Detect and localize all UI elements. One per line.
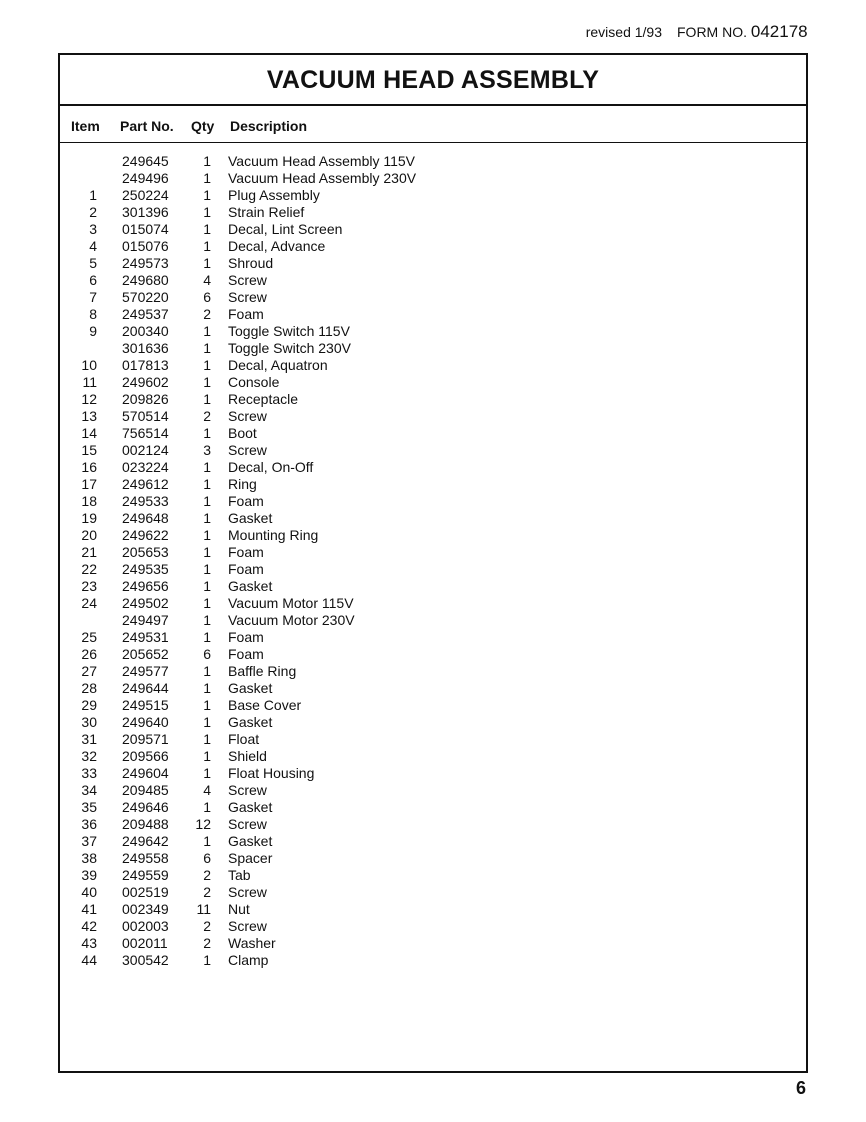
column-header-part-no: Part No. — [120, 118, 174, 134]
table-row — [60, 340, 806, 357]
row-quantity: 2 — [203, 884, 211, 900]
table-row — [60, 629, 806, 646]
table-row — [60, 782, 806, 799]
row-part-number: 249533 — [122, 493, 169, 509]
row-item-number: 32 — [81, 748, 97, 764]
row-description: Decal, Advance — [228, 238, 326, 254]
row-description: Base Cover — [228, 697, 302, 713]
row-item-number: 5 — [89, 255, 97, 271]
row-part-number: 249535 — [122, 561, 169, 577]
row-part-number: 002349 — [122, 901, 169, 917]
row-item-number: 33 — [81, 765, 97, 781]
row-description: Foam — [228, 493, 264, 509]
row-part-number: 249656 — [122, 578, 169, 594]
table-row — [60, 459, 806, 476]
row-quantity: 1 — [203, 833, 211, 849]
row-quantity: 1 — [203, 425, 211, 441]
row-part-number: 015076 — [122, 238, 169, 254]
row-description: Screw — [228, 289, 267, 305]
row-quantity: 6 — [203, 850, 211, 866]
row-description: Float Housing — [228, 765, 315, 781]
row-quantity: 1 — [203, 595, 211, 611]
row-description: Decal, Lint Screen — [228, 221, 343, 237]
row-part-number: 017813 — [122, 357, 169, 373]
row-item-number: 26 — [81, 646, 97, 662]
row-description: Screw — [228, 272, 267, 288]
table-row — [60, 527, 806, 544]
table-row — [60, 697, 806, 714]
table-row — [60, 221, 806, 238]
row-description: Clamp — [228, 952, 269, 968]
page-number: 6 — [796, 1078, 807, 1098]
row-part-number: 249497 — [122, 612, 169, 628]
row-description: Gasket — [228, 799, 273, 815]
row-part-number: 249573 — [122, 255, 169, 271]
form-number — [677, 22, 808, 42]
table-row — [60, 391, 806, 408]
table-row — [60, 952, 806, 969]
row-item-number: 6 — [89, 272, 97, 288]
row-description: Gasket — [228, 680, 273, 696]
row-description: Spacer — [228, 850, 273, 866]
row-item-number: 41 — [81, 901, 97, 917]
table-row — [60, 901, 806, 918]
table-row — [60, 493, 806, 510]
row-part-number: 249531 — [122, 629, 169, 645]
row-item-number: 25 — [81, 629, 97, 645]
table-row — [60, 884, 806, 901]
form-number-label: FORM NO. — [677, 24, 747, 40]
row-item-number: 43 — [81, 935, 97, 951]
row-description: Nut — [228, 901, 250, 917]
row-description: Strain Relief — [228, 204, 305, 220]
row-part-number: 249646 — [122, 799, 169, 815]
table-row — [60, 578, 806, 595]
row-part-number: 249502 — [122, 595, 169, 611]
table-row — [60, 833, 806, 850]
row-description: Gasket — [228, 833, 273, 849]
row-part-number: 249648 — [122, 510, 169, 526]
row-part-number: 209826 — [122, 391, 169, 407]
row-item-number: 31 — [81, 731, 97, 747]
row-description: Boot — [228, 425, 257, 441]
row-item-number: 40 — [81, 884, 97, 900]
row-description: Receptacle — [228, 391, 299, 407]
row-part-number: 249640 — [122, 714, 169, 730]
row-item-number: 14 — [81, 425, 97, 441]
row-item-number: 27 — [81, 663, 97, 679]
row-quantity: 1 — [203, 238, 211, 254]
row-quantity: 1 — [203, 680, 211, 696]
table-row — [60, 442, 806, 459]
row-part-number: 002519 — [122, 884, 169, 900]
table-row — [60, 918, 806, 935]
row-quantity: 1 — [203, 544, 211, 560]
row-item-number: 34 — [81, 782, 97, 798]
row-part-number: 002124 — [122, 442, 169, 458]
table-row — [60, 374, 806, 391]
row-part-number: 249642 — [122, 833, 169, 849]
row-item-number: 38 — [81, 850, 97, 866]
table-row — [60, 765, 806, 782]
row-description: Toggle Switch 115V — [228, 323, 350, 339]
row-description: Decal, Aquatron — [228, 357, 328, 373]
row-description: Screw — [228, 884, 267, 900]
row-description: Screw — [228, 816, 267, 832]
row-quantity: 1 — [203, 204, 211, 220]
form-number-value: 042178 — [750, 22, 808, 41]
row-description: Vacuum Head Assembly 115V — [228, 153, 416, 169]
row-part-number: 249645 — [122, 153, 169, 169]
row-item-number: 21 — [81, 544, 97, 560]
row-item-number: 39 — [81, 867, 97, 883]
row-part-number: 249604 — [122, 765, 169, 781]
row-item-number: 12 — [81, 391, 97, 407]
table-row — [60, 204, 806, 221]
row-part-number: 002003 — [122, 918, 169, 934]
row-description: Gasket — [228, 714, 273, 730]
row-part-number: 249537 — [122, 306, 169, 322]
row-part-number: 249496 — [122, 170, 169, 186]
table-row — [60, 170, 806, 187]
row-part-number: 209485 — [122, 782, 169, 798]
row-part-number: 250224 — [122, 187, 169, 203]
row-description: Gasket — [228, 578, 273, 594]
row-quantity: 1 — [203, 952, 211, 968]
row-part-number: 249559 — [122, 867, 169, 883]
row-item-number: 23 — [81, 578, 97, 594]
row-description: Shield — [228, 748, 267, 764]
row-quantity: 1 — [203, 731, 211, 747]
row-quantity: 3 — [203, 442, 211, 458]
table-row — [60, 255, 806, 272]
table-row — [60, 238, 806, 255]
table-row — [60, 867, 806, 884]
row-description: Foam — [228, 544, 264, 560]
row-description: Washer — [228, 935, 276, 951]
row-quantity: 2 — [203, 935, 211, 951]
row-quantity: 1 — [203, 748, 211, 764]
row-part-number: 249680 — [122, 272, 169, 288]
table-row — [60, 935, 806, 952]
row-quantity: 1 — [203, 765, 211, 781]
column-header-item: Item — [71, 118, 100, 134]
row-item-number: 3 — [89, 221, 97, 237]
row-quantity: 1 — [203, 527, 211, 543]
row-quantity: 2 — [203, 918, 211, 934]
row-part-number: 249644 — [122, 680, 169, 696]
row-part-number: 209488 — [122, 816, 169, 832]
row-part-number: 249602 — [122, 374, 169, 390]
row-quantity: 1 — [203, 459, 211, 475]
parts-table-body — [60, 153, 806, 969]
row-quantity: 2 — [203, 867, 211, 883]
row-quantity: 6 — [203, 289, 211, 305]
row-quantity: 1 — [203, 561, 211, 577]
row-description: Screw — [228, 782, 267, 798]
row-quantity: 1 — [203, 374, 211, 390]
table-row — [60, 561, 806, 578]
column-header-qty: Qty — [191, 118, 215, 134]
table-row — [60, 187, 806, 204]
row-description: Foam — [228, 629, 264, 645]
row-quantity: 1 — [203, 187, 211, 203]
row-quantity: 1 — [203, 476, 211, 492]
row-quantity: 1 — [203, 323, 211, 339]
row-item-number: 18 — [81, 493, 97, 509]
row-item-number: 36 — [81, 816, 97, 832]
title-bar — [60, 55, 806, 106]
table-row — [60, 153, 806, 170]
table-row — [60, 850, 806, 867]
row-quantity: 1 — [203, 357, 211, 373]
table-row — [60, 680, 806, 697]
row-quantity: 1 — [203, 629, 211, 645]
row-quantity: 2 — [203, 306, 211, 322]
row-part-number: 023224 — [122, 459, 169, 475]
row-item-number: 15 — [81, 442, 97, 458]
table-row — [60, 714, 806, 731]
table-row — [60, 663, 806, 680]
table-row — [60, 306, 806, 323]
row-description: Foam — [228, 561, 264, 577]
row-item-number: 16 — [81, 459, 97, 475]
table-row — [60, 544, 806, 561]
row-part-number: 209571 — [122, 731, 169, 747]
row-quantity: 1 — [203, 799, 211, 815]
table-row — [60, 748, 806, 765]
row-part-number: 570220 — [122, 289, 169, 305]
row-description: Decal, On-Off — [228, 459, 314, 475]
row-quantity: 1 — [203, 697, 211, 713]
row-item-number: 42 — [81, 918, 97, 934]
row-description: Toggle Switch 230V — [228, 340, 351, 356]
row-part-number: 301396 — [122, 204, 169, 220]
row-quantity: 1 — [203, 340, 211, 356]
row-quantity: 1 — [203, 612, 211, 628]
row-description: Foam — [228, 646, 264, 662]
row-description: Float — [228, 731, 260, 747]
row-item-number: 9 — [89, 323, 97, 339]
row-part-number: 209566 — [122, 748, 169, 764]
row-quantity: 2 — [203, 408, 211, 424]
row-description: Mounting Ring — [228, 527, 319, 543]
row-quantity: 1 — [203, 714, 211, 730]
row-description: Screw — [228, 918, 267, 934]
row-quantity: 1 — [203, 493, 211, 509]
row-quantity: 11 — [196, 901, 211, 917]
table-row — [60, 323, 806, 340]
row-part-number: 015074 — [122, 221, 169, 237]
row-item-number: 28 — [81, 680, 97, 696]
table-row — [60, 289, 806, 306]
row-quantity: 12 — [195, 816, 211, 832]
row-description: Vacuum Motor 115V — [228, 595, 354, 611]
column-header-description: Description — [230, 118, 308, 134]
row-part-number: 002011 — [122, 935, 168, 951]
row-item-number: 24 — [81, 595, 97, 611]
row-description: Console — [228, 374, 280, 390]
row-part-number: 249612 — [122, 476, 169, 492]
row-quantity: 1 — [203, 221, 211, 237]
row-description: Vacuum Motor 230V — [228, 612, 355, 628]
table-row — [60, 425, 806, 442]
row-part-number: 249577 — [122, 663, 169, 679]
row-quantity: 4 — [203, 272, 211, 288]
table-row — [60, 595, 806, 612]
row-quantity: 1 — [203, 510, 211, 526]
row-quantity: 1 — [203, 153, 211, 169]
row-part-number: 205652 — [122, 646, 169, 662]
row-item-number: 17 — [81, 476, 97, 492]
row-quantity: 1 — [203, 578, 211, 594]
row-item-number: 8 — [89, 306, 97, 322]
row-item-number: 13 — [81, 408, 97, 424]
row-item-number: 19 — [81, 510, 97, 526]
row-item-number: 7 — [89, 289, 97, 305]
row-quantity: 1 — [203, 663, 211, 679]
row-description: Ring — [228, 476, 257, 492]
row-quantity: 1 — [203, 391, 211, 407]
row-part-number: 249558 — [122, 850, 169, 866]
row-part-number: 756514 — [122, 425, 169, 441]
table-row — [60, 408, 806, 425]
row-description: Baffle Ring — [228, 663, 297, 679]
table-row — [60, 272, 806, 289]
row-part-number: 570514 — [122, 408, 169, 424]
row-part-number: 301636 — [122, 340, 169, 356]
row-part-number: 249515 — [122, 697, 169, 713]
parts-list-frame — [58, 53, 808, 1073]
row-item-number: 37 — [81, 833, 97, 849]
row-description: Screw — [228, 408, 267, 424]
row-item-number: 10 — [81, 357, 97, 373]
row-item-number: 2 — [89, 204, 97, 220]
table-row — [60, 510, 806, 527]
row-part-number: 200340 — [122, 323, 169, 339]
row-item-number: 29 — [81, 697, 97, 713]
table-row — [60, 612, 806, 629]
table-row — [60, 799, 806, 816]
row-quantity: 6 — [203, 646, 211, 662]
row-item-number: 30 — [81, 714, 97, 730]
page-title: VACUUM HEAD ASSEMBLY — [266, 66, 600, 94]
row-part-number: 205653 — [122, 544, 169, 560]
table-header — [60, 106, 806, 143]
row-quantity: 1 — [203, 255, 211, 271]
row-item-number: 44 — [81, 952, 97, 968]
row-item-number: 22 — [81, 561, 97, 577]
table-row — [60, 646, 806, 663]
row-description: Plug Assembly — [228, 187, 320, 203]
row-item-number: 11 — [82, 374, 97, 390]
row-item-number: 35 — [81, 799, 97, 815]
row-description: Vacuum Head Assembly 230V — [228, 170, 417, 186]
table-row — [60, 816, 806, 833]
table-row — [60, 357, 806, 374]
table-row — [60, 476, 806, 493]
table-row — [60, 731, 806, 748]
row-description: Foam — [228, 306, 264, 322]
row-item-number: 4 — [89, 238, 97, 254]
row-description: Tab — [228, 867, 251, 883]
row-item-number: 20 — [81, 527, 97, 543]
row-quantity: 1 — [203, 170, 211, 186]
row-description: Shroud — [228, 255, 274, 271]
row-part-number: 300542 — [122, 952, 169, 968]
row-description: Screw — [228, 442, 267, 458]
row-description: Gasket — [228, 510, 273, 526]
row-item-number: 1 — [89, 187, 97, 203]
row-part-number: 249622 — [122, 527, 169, 543]
revision-note: revised 1/93 — [585, 24, 662, 40]
row-quantity: 4 — [203, 782, 211, 798]
